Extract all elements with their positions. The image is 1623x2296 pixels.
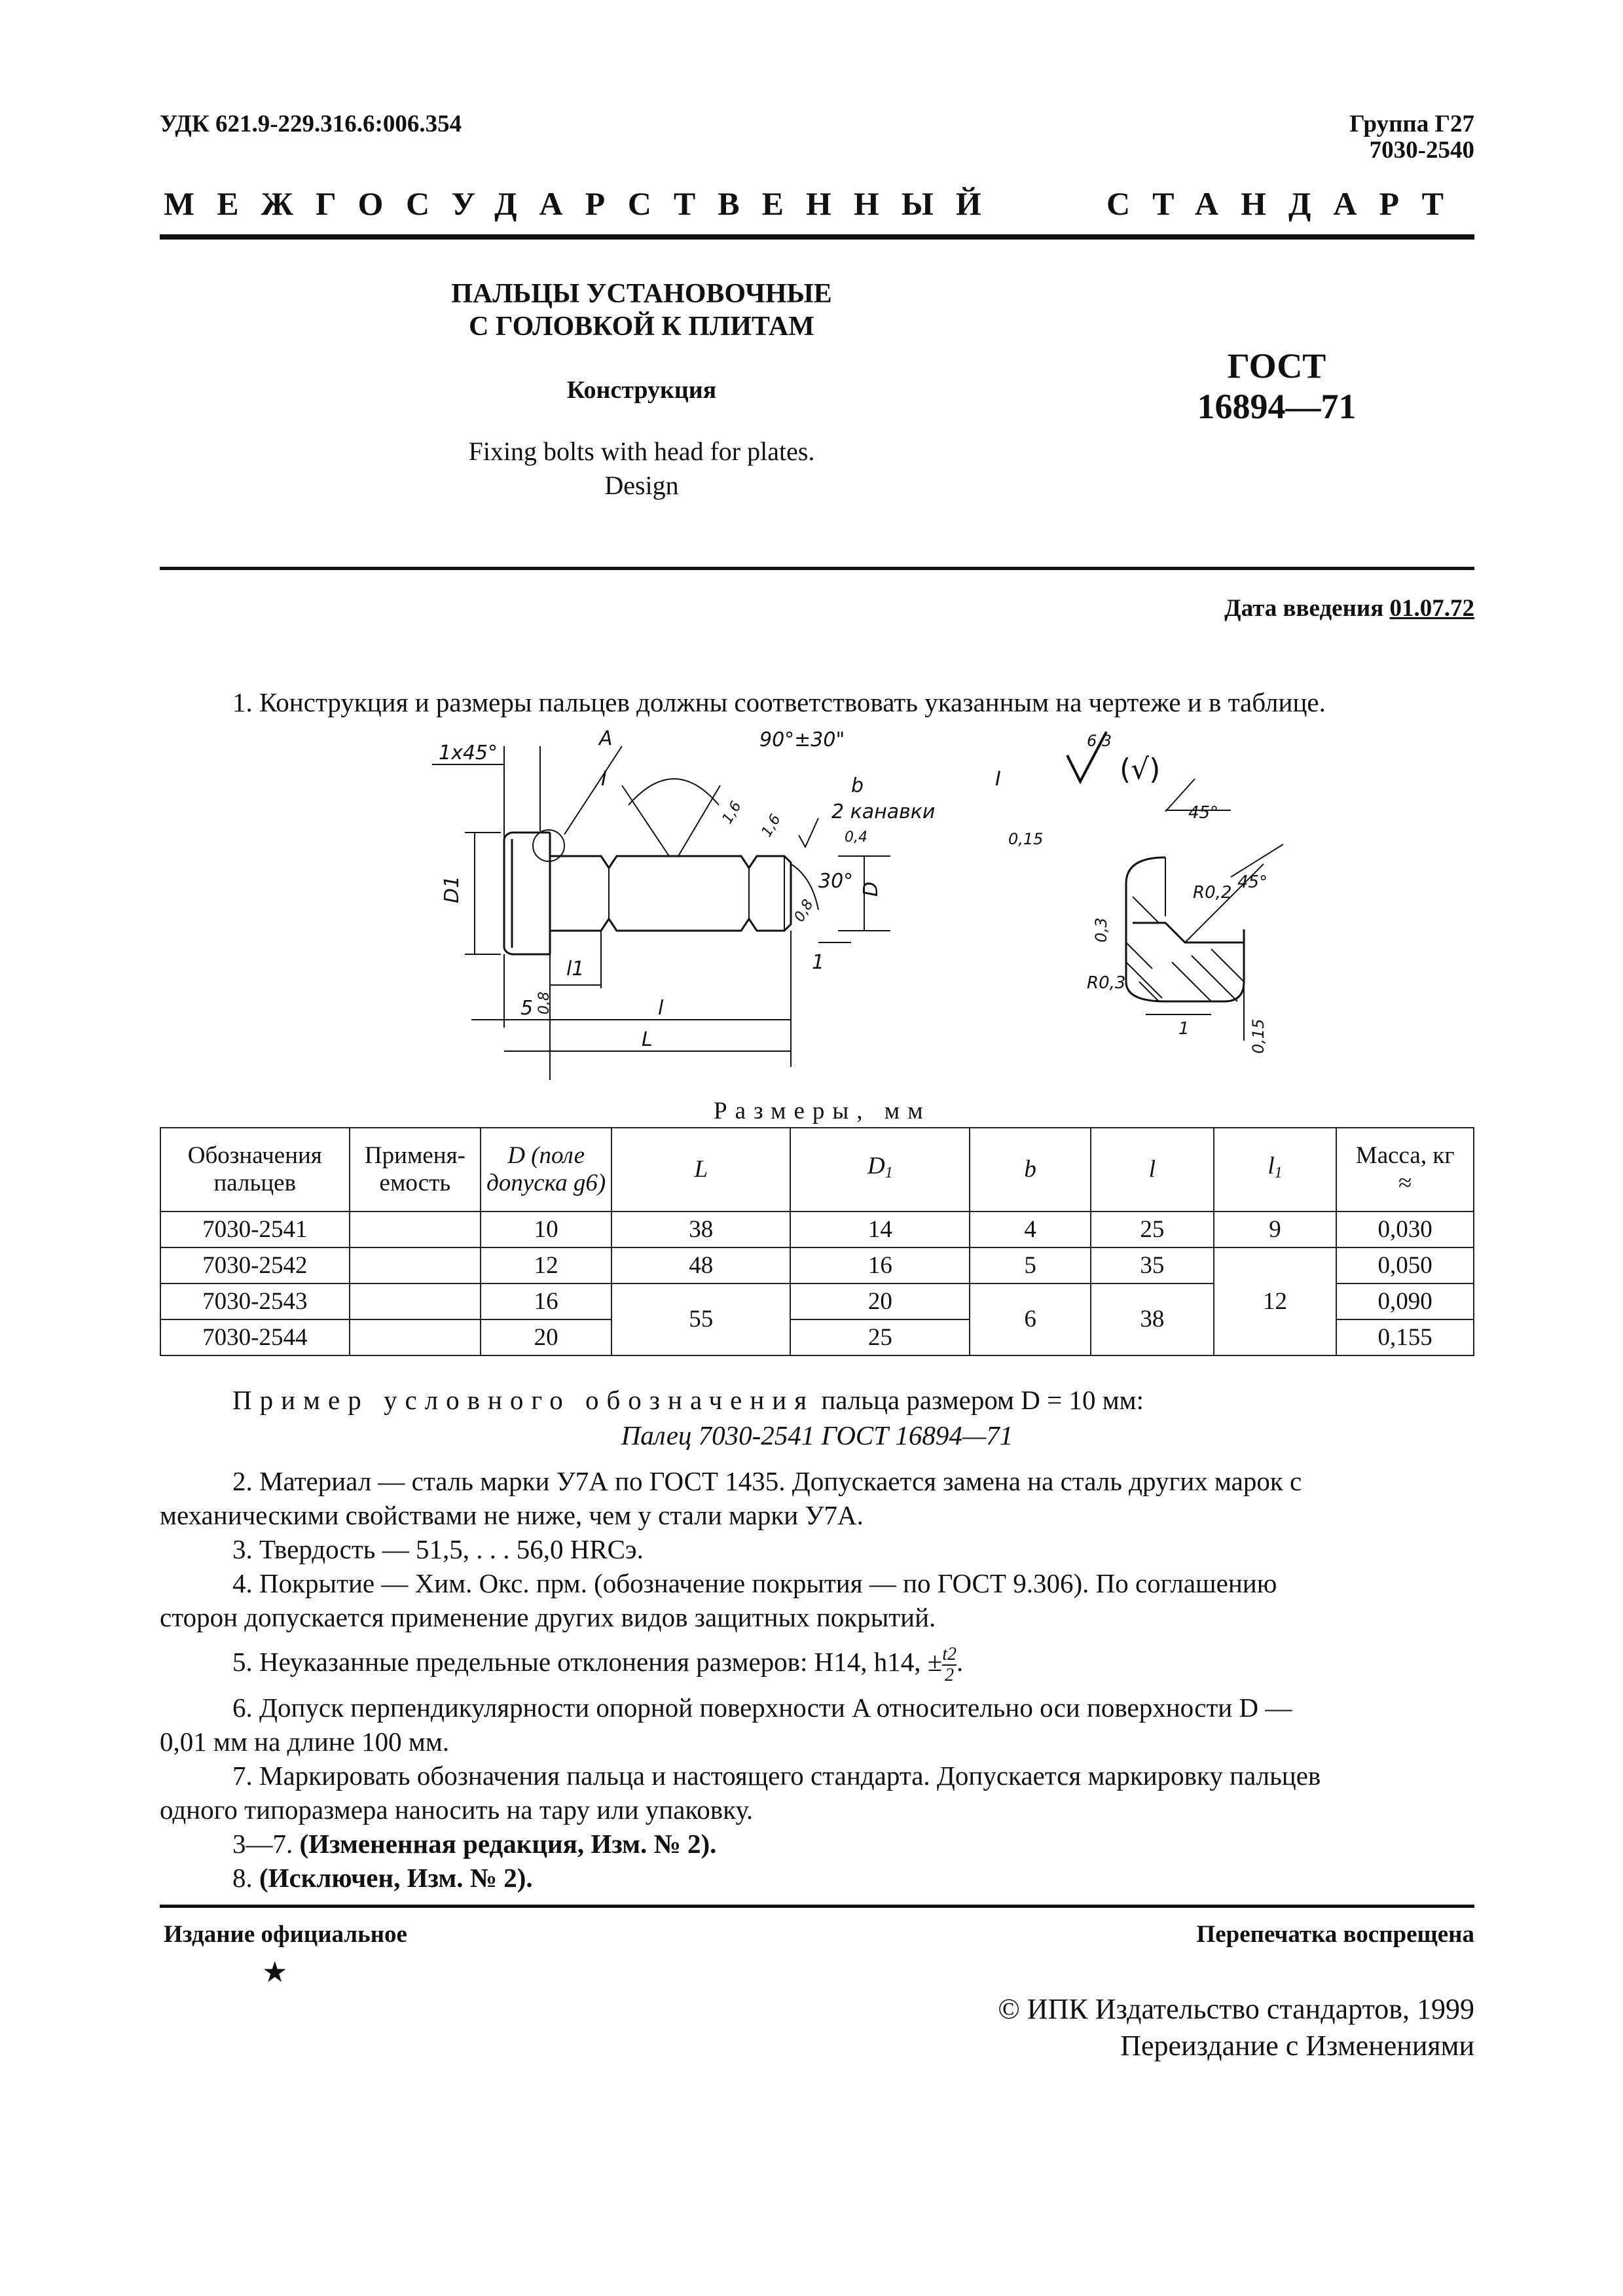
- l-label: l: [658, 997, 664, 1020]
- paragraph-1: 1. Конструкция и размеры пальцев должны соответствовать указанным на чертеже и в таблице.: [232, 687, 1326, 717]
- paragraph-5: 5. Неуказанные предельные отклонения размеров: H14, h14, ± $\frac{t2}{2}$ .: [232, 1643, 964, 1685]
- paragraph-7a: 7. Маркировать обозначения пальца и настоящего стандарта. Допускается маркировку пальцев: [232, 1761, 1321, 1791]
- title-line-1: ПАЛЬЦЫ УСТАНОВОЧНЫЕ: [451, 279, 832, 309]
- groove-roughness: 0,4: [845, 829, 867, 846]
- cell-b: 4: [970, 1211, 1091, 1247]
- paragraph-6a: 6. Допуск перпендикулярности опорной поверхности A относительно оси поверхности D —: [232, 1693, 1292, 1723]
- cell-L: 48: [611, 1247, 790, 1283]
- detail-03: 0,3: [1092, 917, 1110, 942]
- paragraph-6b: 0,01 мм на длине 100 мм.: [160, 1727, 450, 1757]
- d1-label: D1: [441, 875, 464, 903]
- detail-r03: R0,3: [1087, 973, 1126, 993]
- cell-b-merged: 6: [970, 1283, 1091, 1355]
- cell-app: [350, 1211, 481, 1247]
- detail-one: 1: [1178, 1019, 1190, 1039]
- label-a: A: [599, 727, 613, 750]
- th-applicability: Применя- емость: [350, 1128, 481, 1211]
- cell-app: [350, 1247, 481, 1283]
- star-icon: ★: [262, 1956, 288, 1988]
- cell-name: 7030-2544: [160, 1319, 350, 1355]
- th-d: D (поле допуска g6): [481, 1128, 611, 1211]
- cell-mass: 0,030: [1336, 1211, 1474, 1247]
- note-3-7-text: (Измененная редакция, Изм. № 2).: [299, 1829, 717, 1859]
- fraction-numerator: t2: [942, 1643, 957, 1664]
- paragraph-4b: сторон допускается применение других видов защитных покрытий.: [160, 1602, 936, 1632]
- th-mass: Масса, кг ≈: [1336, 1128, 1474, 1211]
- d1-dimension: [465, 833, 501, 954]
- cell-b: 5: [970, 1247, 1091, 1283]
- cell-d: 10: [481, 1211, 611, 1247]
- dimensions-table: [160, 1127, 1474, 1356]
- gost-label: ГОСТ: [1227, 346, 1326, 386]
- angle-label: 90°±30": [759, 728, 845, 751]
- gost-block: [1165, 346, 1388, 427]
- r08-label: 0,8: [536, 992, 553, 1014]
- title-rule: [160, 567, 1474, 570]
- udc-code: УДК 621.9-229.316.6:006.354: [160, 111, 462, 137]
- footer-rule: [160, 1905, 1474, 1908]
- example-rest: пальца размером D = 10 мм:: [821, 1385, 1144, 1415]
- example-designation: Палец 7030-2541 ГОСТ 16894—71: [621, 1420, 1013, 1450]
- no-reprint: Перепечатка воспрещена: [1196, 1921, 1474, 1948]
- th-l: l: [1091, 1128, 1214, 1211]
- groove-lines: [609, 856, 784, 931]
- note-8-num: 8.: [232, 1863, 253, 1893]
- title-english: [399, 435, 884, 503]
- detail-45b: 45°: [1237, 872, 1268, 892]
- cell-l: 25: [1091, 1211, 1214, 1247]
- example-lead: Пример условного обозначения: [232, 1385, 815, 1415]
- th-l1: $l_1$: [1214, 1128, 1337, 1211]
- note-3-7-num: 3—7.: [232, 1829, 293, 1859]
- detail-015a: 0,15: [1008, 830, 1044, 848]
- title-en-line-1: Fixing bolts with head for plates.: [468, 437, 815, 466]
- paragraph-2a: 2. Материал — сталь марки У7А по ГОСТ 1435. Допускается замена на сталь других марок с: [232, 1466, 1302, 1496]
- th-designation: Обозначения пальцев: [160, 1128, 350, 1211]
- table-row: [160, 1211, 1474, 1247]
- grooves-label: 2 канавки: [831, 800, 936, 823]
- detail-45a: 45°: [1188, 803, 1219, 823]
- banner-right: СТАНДАРТ: [1106, 185, 1466, 222]
- d-label: D: [860, 881, 883, 897]
- cell-app: [350, 1283, 481, 1319]
- five-label: 5: [520, 997, 534, 1020]
- cell-l: 35: [1091, 1247, 1214, 1283]
- th-b: b: [970, 1128, 1091, 1211]
- fraction-denominator: 2: [945, 1664, 955, 1685]
- group-label: Группа Г27: [1349, 111, 1474, 137]
- angle-30-label: 30°: [818, 870, 854, 893]
- cell-mass: 0,155: [1336, 1319, 1474, 1355]
- detail-015b: 0,15: [1249, 1018, 1267, 1054]
- intro-date-value: 01.07.72: [1389, 595, 1474, 622]
- b-label: b: [851, 774, 864, 797]
- intro-date-label: Дата введения: [1224, 595, 1384, 622]
- gost-number: 16894—71: [1197, 387, 1357, 426]
- note-8: [232, 1860, 533, 1895]
- cell-d1: 14: [790, 1211, 970, 1247]
- banner-rule: [160, 234, 1474, 240]
- r08b-label: 0,8: [791, 897, 817, 925]
- official-edition: Издание официальное: [164, 1921, 407, 1948]
- detail-i-label: I: [995, 768, 1001, 791]
- example-line: [232, 1382, 1144, 1418]
- paragraph-2b: механическими свойствами не ниже, чем у стали марки У7А.: [160, 1500, 864, 1530]
- title-block: [399, 278, 884, 343]
- th-D1: $D_1$: [790, 1128, 970, 1211]
- pin-shank-outline: [550, 856, 791, 931]
- cell-d: 16: [481, 1283, 611, 1319]
- intro-date: [1224, 594, 1474, 622]
- cell-d1: 20: [790, 1283, 970, 1319]
- note-3-7: [232, 1826, 716, 1861]
- tolerance-fraction: [942, 1645, 957, 1685]
- cell-d: 20: [481, 1319, 611, 1355]
- reissue: Переиздание с Изменениями: [1120, 2030, 1474, 2062]
- banner-left: МЕЖГОСУДАРСТВЕННЫЙ: [164, 185, 1004, 222]
- cell-d1: 16: [790, 1247, 970, 1283]
- cell-name: 7030-2542: [160, 1247, 350, 1283]
- title-en-line-2: Design: [604, 471, 679, 500]
- table-caption: Размеры, мм: [714, 1098, 931, 1124]
- cell-mass: 0,090: [1336, 1283, 1474, 1319]
- title-line-2: С ГОЛОВКОЙ К ПЛИТАМ: [469, 312, 814, 342]
- th-L: L: [611, 1128, 790, 1211]
- detail-top: [1126, 857, 1165, 884]
- cell-name: 7030-2541: [160, 1211, 350, 1247]
- roughness-check: (√): [1120, 753, 1161, 786]
- part-drawing: [393, 726, 1268, 1067]
- detail-circle: [533, 830, 564, 861]
- paragraph-7b: одного типоразмера наносить на тару или упаковку.: [160, 1795, 754, 1825]
- group-code: 7030-2540: [1369, 137, 1474, 164]
- cell-l1: 9: [1214, 1211, 1337, 1247]
- cell-mass: 0,050: [1336, 1247, 1474, 1283]
- cell-l1-merged: 12: [1214, 1247, 1337, 1355]
- l1-label: l1: [566, 958, 585, 980]
- roughness-groove-symbol: [799, 818, 818, 847]
- detail-hatching: [1126, 897, 1244, 1001]
- detail-r02: R0,2: [1193, 883, 1232, 903]
- chamfer-label: 1x45°: [439, 742, 498, 764]
- cell-d1: 25: [790, 1319, 970, 1355]
- note-8-text: (Исключен, Изм. № 2).: [259, 1863, 533, 1893]
- paragraph-4a: 4. Покрытие — Хим. Окс. прм. (обозначение покрытия — по ГОСТ 9.306). По соглашению: [232, 1568, 1277, 1598]
- paragraph-3: 3. Твердость — 51,5, . . . 56,0 HRCэ.: [232, 1534, 644, 1564]
- cell-d: 12: [481, 1247, 611, 1283]
- roughness-16b: 1,6: [758, 812, 784, 840]
- label-i: I: [601, 768, 607, 791]
- cell-l-merged: 38: [1091, 1283, 1214, 1355]
- roughness-63-label: 6,3: [1087, 732, 1112, 750]
- cell-L: 38: [611, 1211, 790, 1247]
- angle-dimension: [622, 779, 720, 856]
- copyright: © ИПК Издательство стандартов, 1999: [998, 1993, 1474, 2025]
- cell-L-merged: 55: [611, 1283, 790, 1355]
- length-dimensions: [471, 1020, 791, 1051]
- one-label: 1: [812, 951, 825, 974]
- L-label: L: [642, 1028, 653, 1051]
- cell-name: 7030-2543: [160, 1283, 350, 1319]
- chamfer-leader: [504, 746, 540, 838]
- paragraph-5-text: 5. Неуказанные предельные отклонения размеров: H14, h14, ±: [232, 1647, 943, 1677]
- table-row: [160, 1247, 1474, 1283]
- roughness-16a: 1,6: [719, 798, 745, 827]
- cell-app: [350, 1319, 481, 1355]
- table-header-row: [160, 1128, 1474, 1211]
- title-subtitle: Конструкция: [566, 376, 717, 404]
